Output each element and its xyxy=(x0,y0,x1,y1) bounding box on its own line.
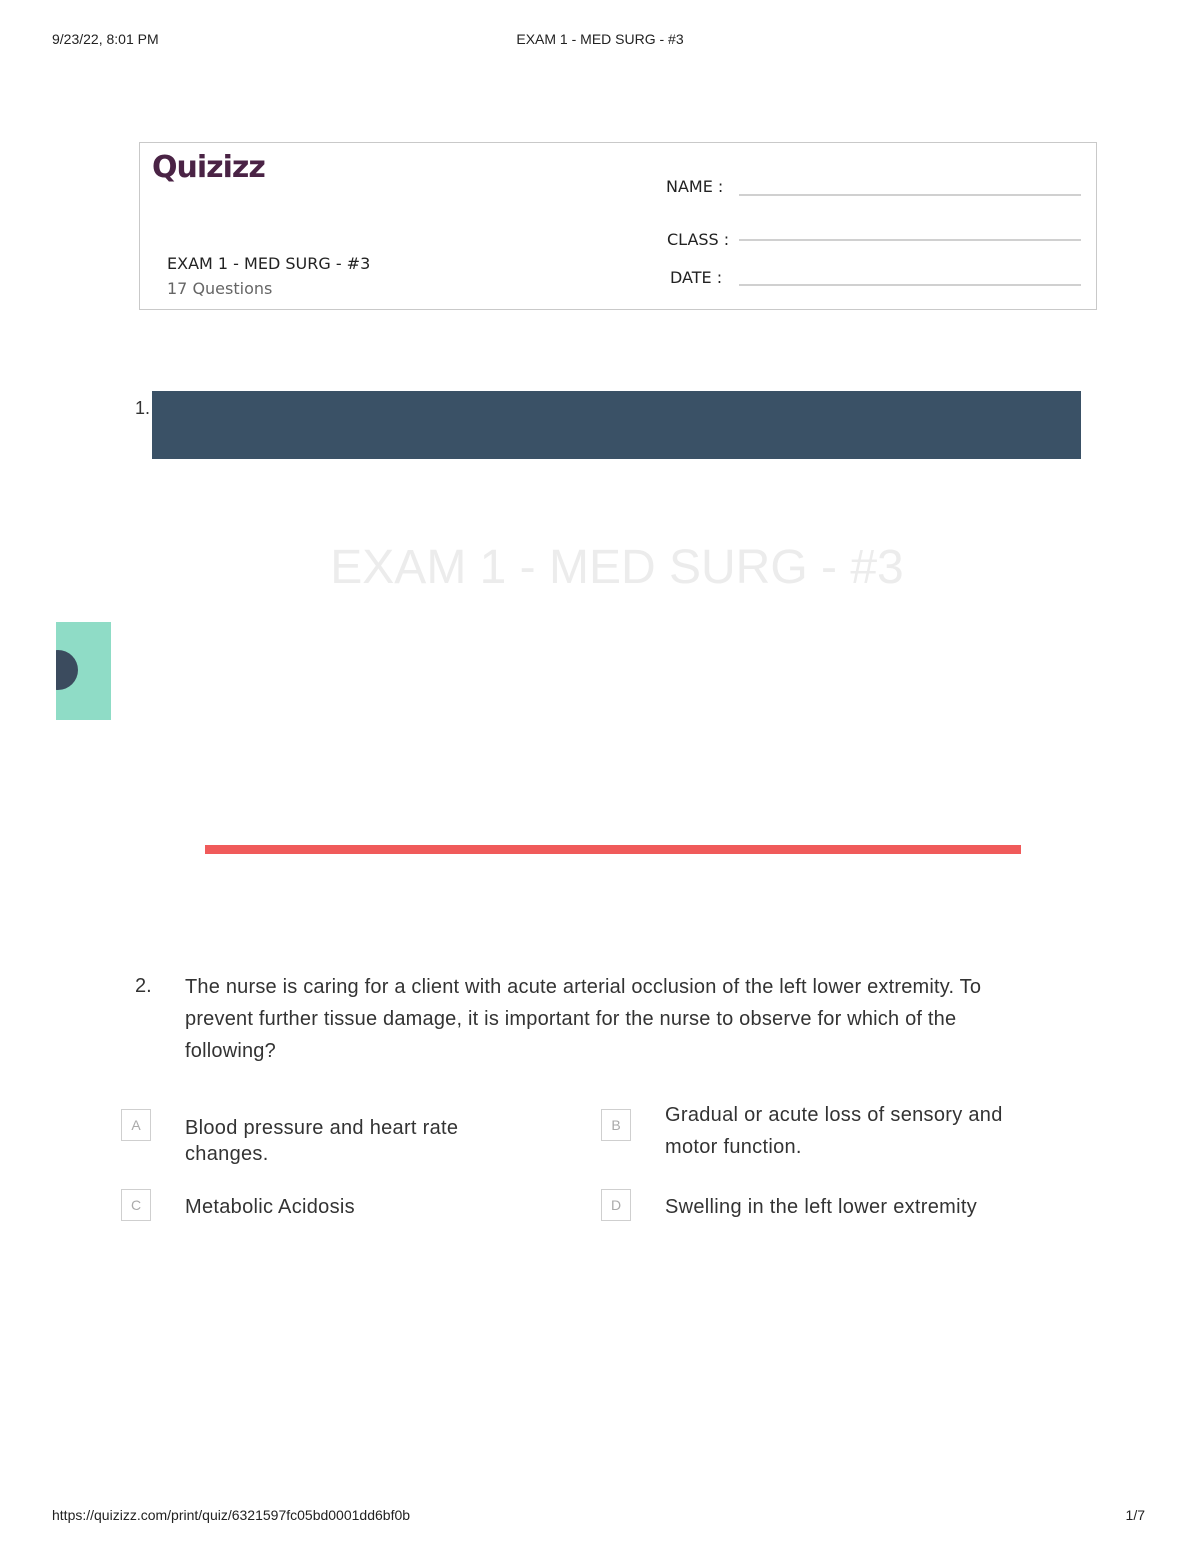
quiz-title: EXAM 1 - MED SURG - #3 xyxy=(167,254,371,273)
option-d-box[interactable]: D xyxy=(601,1189,631,1221)
date-line xyxy=(739,284,1081,286)
question-1-image-watermark: EXAM 1 - MED SURG - #3 xyxy=(330,541,904,594)
option-a-text: Blood pressure and heart rate changes. xyxy=(185,1117,459,1165)
option-d-text: Swelling in the left lower extremity xyxy=(665,1196,978,1218)
class-label: CLASS : xyxy=(667,230,730,249)
question-2-text: The nurse is caring for a client with acute arterial occlusion of the left lower extremity. To prevent further tissue damage, it is important for the nurse to observe for which of the following? xyxy=(185,976,982,1062)
question-count: 17 Questions xyxy=(167,279,273,298)
option-b-box[interactable]: B xyxy=(601,1109,631,1141)
circle-shape xyxy=(56,650,78,690)
class-line xyxy=(739,239,1081,241)
question-2-number: 2. xyxy=(135,975,152,997)
print-url: https://quizizz.com/print/quiz/6321597fc05bd0001dd6bf0b xyxy=(52,1507,411,1523)
question-1-image-thumb xyxy=(56,622,111,720)
name-line xyxy=(739,194,1081,196)
name-label: NAME : xyxy=(666,177,724,196)
date-label: DATE : xyxy=(670,268,723,287)
option-a-box[interactable]: A xyxy=(121,1109,151,1141)
question-1-banner xyxy=(152,391,1081,459)
print-datetime: 9/23/22, 8:01 PM xyxy=(52,31,159,47)
question-1-number: 1. xyxy=(135,398,151,418)
option-c-text: Metabolic Acidosis xyxy=(185,1196,355,1218)
quizizz-logo: Quizizz xyxy=(152,150,265,185)
question-1-red-bar xyxy=(205,845,1021,854)
option-b-text: Gradual or acute loss of sensory and motor function. xyxy=(665,1104,1003,1158)
print-page-number: 1/7 xyxy=(1125,1507,1145,1523)
print-page-title: EXAM 1 - MED SURG - #3 xyxy=(516,31,684,47)
option-c-box[interactable]: C xyxy=(121,1189,151,1221)
